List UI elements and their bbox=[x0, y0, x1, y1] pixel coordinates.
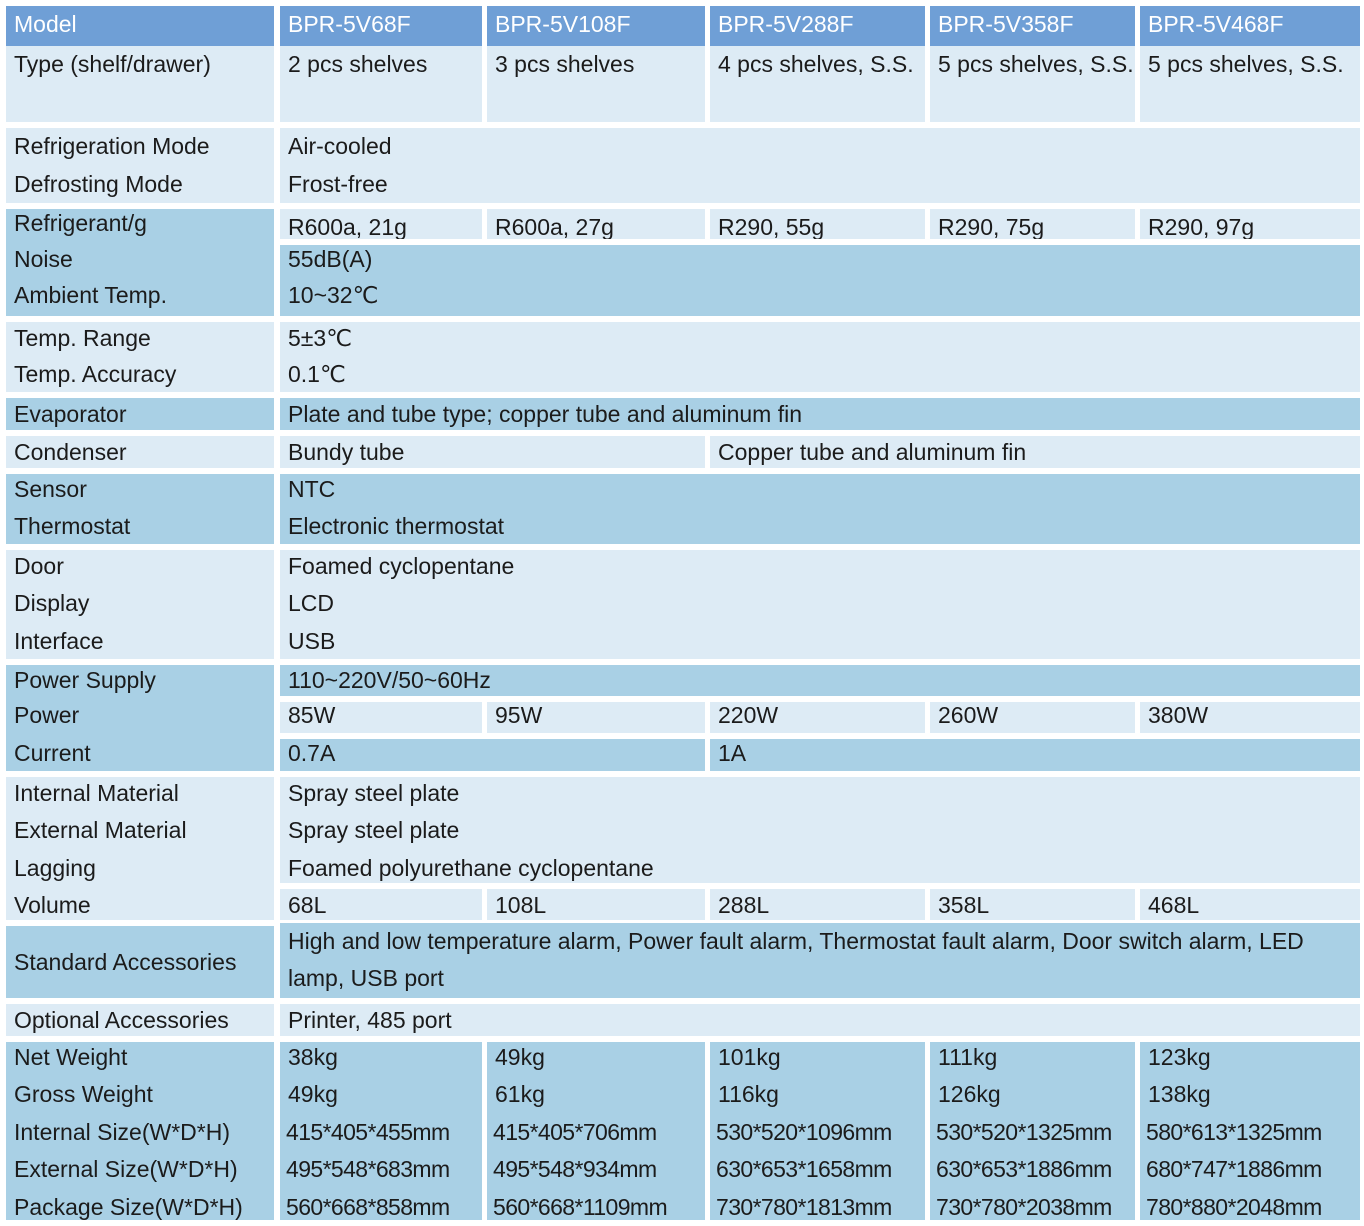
gross-weight-value-0: 49kg bbox=[280, 1076, 482, 1114]
package-size-value-0: 560*668*858mm bbox=[280, 1189, 482, 1226]
package-size-value-4: 780*880*2048mm bbox=[1140, 1189, 1360, 1226]
external-size-value-4: 680*747*1886mm bbox=[1140, 1151, 1360, 1189]
type-value-4: 5 pcs shelves, S.S. bbox=[1140, 46, 1360, 122]
interface-label: Interface bbox=[6, 623, 274, 661]
type-label: Type (shelf/drawer) bbox=[6, 46, 274, 122]
sensor-label: Sensor bbox=[6, 471, 274, 509]
gross-weight-value-2: 116kg bbox=[710, 1076, 925, 1114]
sensor-value: NTC bbox=[280, 471, 1360, 509]
temp-range-label: Temp. Range bbox=[6, 320, 274, 358]
power-text-2: 220W bbox=[710, 697, 925, 735]
internal-size-value-3: 530*520*1325mm bbox=[930, 1114, 1135, 1152]
gross-weight-value-4: 138kg bbox=[1140, 1076, 1360, 1114]
optional-accessories-value: Printer, 485 port bbox=[280, 1004, 1360, 1036]
internal-size-label: Internal Size(W*D*H) bbox=[6, 1114, 274, 1152]
header-model-3: BPR-5V358F bbox=[930, 6, 1135, 46]
internal-size-value-1: 415*405*706mm bbox=[487, 1114, 705, 1152]
current-label: Current bbox=[6, 735, 274, 773]
interface-value: USB bbox=[280, 623, 1360, 661]
gross-weight-label: Gross Weight bbox=[6, 1076, 274, 1114]
external-size-value-2: 630*653*1658mm bbox=[710, 1151, 925, 1189]
type-value-2: 4 pcs shelves, S.S. bbox=[710, 46, 925, 122]
temp-accuracy-value: 0.1℃ bbox=[280, 356, 1360, 394]
package-size-label: Package Size(W*D*H) bbox=[6, 1189, 274, 1226]
power-supply-label: Power Supply bbox=[6, 662, 274, 700]
power-text-1: 95W bbox=[487, 697, 705, 735]
temp-range-value: 5±3℃ bbox=[280, 320, 1360, 358]
internal-size-value-4: 580*613*1325mm bbox=[1140, 1114, 1360, 1152]
door-value: Foamed cyclopentane bbox=[280, 548, 1360, 586]
header-model-label: Model bbox=[6, 6, 274, 46]
door-label: Door bbox=[6, 548, 274, 586]
noise-value: 55dB(A) bbox=[280, 241, 1360, 279]
refrigerant-value-1: R600a, 27g bbox=[487, 209, 705, 239]
lagging-label: Lagging bbox=[6, 850, 274, 888]
current-value-large: 1A bbox=[710, 735, 1360, 773]
power-text-4: 380W bbox=[1140, 697, 1360, 735]
defrosting-mode-label: Defrosting Mode bbox=[6, 166, 274, 204]
refrigeration-mode-label: Refrigeration Mode bbox=[6, 128, 274, 166]
standard-accessories-value: High and low temperature alarm, Power fault alarm, Thermostat fault alarm, Door switch alarm, LED lamp, USB port bbox=[280, 923, 1360, 998]
volume-value-0: 68L bbox=[280, 887, 482, 925]
current-value-small: 0.7A bbox=[280, 735, 705, 773]
noise-label: Noise bbox=[6, 241, 274, 279]
defrosting-mode-value: Frost-free bbox=[280, 166, 1360, 204]
standard-accessories-label: Standard Accessories bbox=[6, 926, 274, 998]
power-text-0: 85W bbox=[280, 697, 482, 735]
external-material-value: Spray steel plate bbox=[280, 812, 1360, 850]
ambient-temp-value: 10~32℃ bbox=[280, 277, 1360, 315]
external-size-label: External Size(W*D*H) bbox=[6, 1151, 274, 1189]
power-supply-value: 110~220V/50~60Hz bbox=[280, 662, 1360, 700]
header-model-1: BPR-5V108F bbox=[487, 6, 705, 46]
display-label: Display bbox=[6, 585, 274, 623]
display-value: LCD bbox=[280, 585, 1360, 623]
internal-size-value-2: 530*520*1096mm bbox=[710, 1114, 925, 1152]
volume-value-2: 288L bbox=[710, 887, 925, 925]
refrigerant-value-0: R600a, 21g bbox=[280, 209, 482, 239]
condenser-value-large: Copper tube and aluminum fin bbox=[710, 436, 1360, 468]
type-value-0: 2 pcs shelves bbox=[280, 46, 482, 122]
internal-size-value-0: 415*405*455mm bbox=[280, 1114, 482, 1152]
refrigerant-value-2: R290, 55g bbox=[710, 209, 925, 239]
net-weight-value-4: 123kg bbox=[1140, 1039, 1360, 1077]
evaporator-value: Plate and tube type; copper tube and aluminum fin bbox=[280, 398, 1360, 430]
power-label: Power bbox=[6, 697, 274, 735]
net-weight-value-2: 101kg bbox=[710, 1039, 925, 1077]
external-size-value-0: 495*548*683mm bbox=[280, 1151, 482, 1189]
header-model-2: BPR-5V288F bbox=[710, 6, 925, 46]
volume-value-3: 358L bbox=[930, 887, 1135, 925]
gross-weight-value-3: 126kg bbox=[930, 1076, 1135, 1114]
net-weight-value-3: 111kg bbox=[930, 1039, 1135, 1077]
refrigerant-label: Refrigerant/g bbox=[6, 205, 274, 243]
external-size-value-1: 495*548*934mm bbox=[487, 1151, 705, 1189]
gross-weight-value-1: 61kg bbox=[487, 1076, 705, 1114]
thermostat-value: Electronic thermostat bbox=[280, 508, 1360, 546]
lagging-value: Foamed polyurethane cyclopentane bbox=[280, 850, 1360, 888]
header-model-0: BPR-5V68F bbox=[280, 6, 482, 46]
external-size-value-3: 630*653*1886mm bbox=[930, 1151, 1135, 1189]
package-size-value-1: 560*668*1109mm bbox=[487, 1189, 705, 1226]
external-material-label: External Material bbox=[6, 812, 274, 850]
refrigerant-value-3: R290, 75g bbox=[930, 209, 1135, 239]
optional-accessories-label: Optional Accessories bbox=[6, 1004, 274, 1036]
package-size-value-3: 730*780*2038mm bbox=[930, 1189, 1135, 1226]
evaporator-label: Evaporator bbox=[6, 398, 274, 430]
header-model-4: BPR-5V468F bbox=[1140, 6, 1360, 46]
net-weight-value-0: 38kg bbox=[280, 1039, 482, 1077]
thermostat-label: Thermostat bbox=[6, 508, 274, 546]
package-size-value-2: 730*780*1813mm bbox=[710, 1189, 925, 1226]
temp-accuracy-label: Temp. Accuracy bbox=[6, 356, 274, 394]
net-weight-value-1: 49kg bbox=[487, 1039, 705, 1077]
net-weight-label: Net Weight bbox=[6, 1039, 274, 1077]
condenser-label: Condenser bbox=[6, 436, 274, 468]
type-value-1: 3 pcs shelves bbox=[487, 46, 705, 122]
refrigeration-mode-value: Air-cooled bbox=[280, 128, 1360, 166]
power-text-3: 260W bbox=[930, 697, 1135, 735]
refrigerant-value-4: R290, 97g bbox=[1140, 209, 1360, 239]
volume-label: Volume bbox=[6, 887, 274, 925]
ambient-temp-label: Ambient Temp. bbox=[6, 277, 274, 315]
volume-value-1: 108L bbox=[487, 887, 705, 925]
volume-value-4: 468L bbox=[1140, 887, 1360, 925]
internal-material-label: Internal Material bbox=[6, 775, 274, 813]
condenser-value-small: Bundy tube bbox=[280, 436, 705, 468]
internal-material-value: Spray steel plate bbox=[280, 775, 1360, 813]
type-value-3: 5 pcs shelves, S.S. bbox=[930, 46, 1135, 122]
